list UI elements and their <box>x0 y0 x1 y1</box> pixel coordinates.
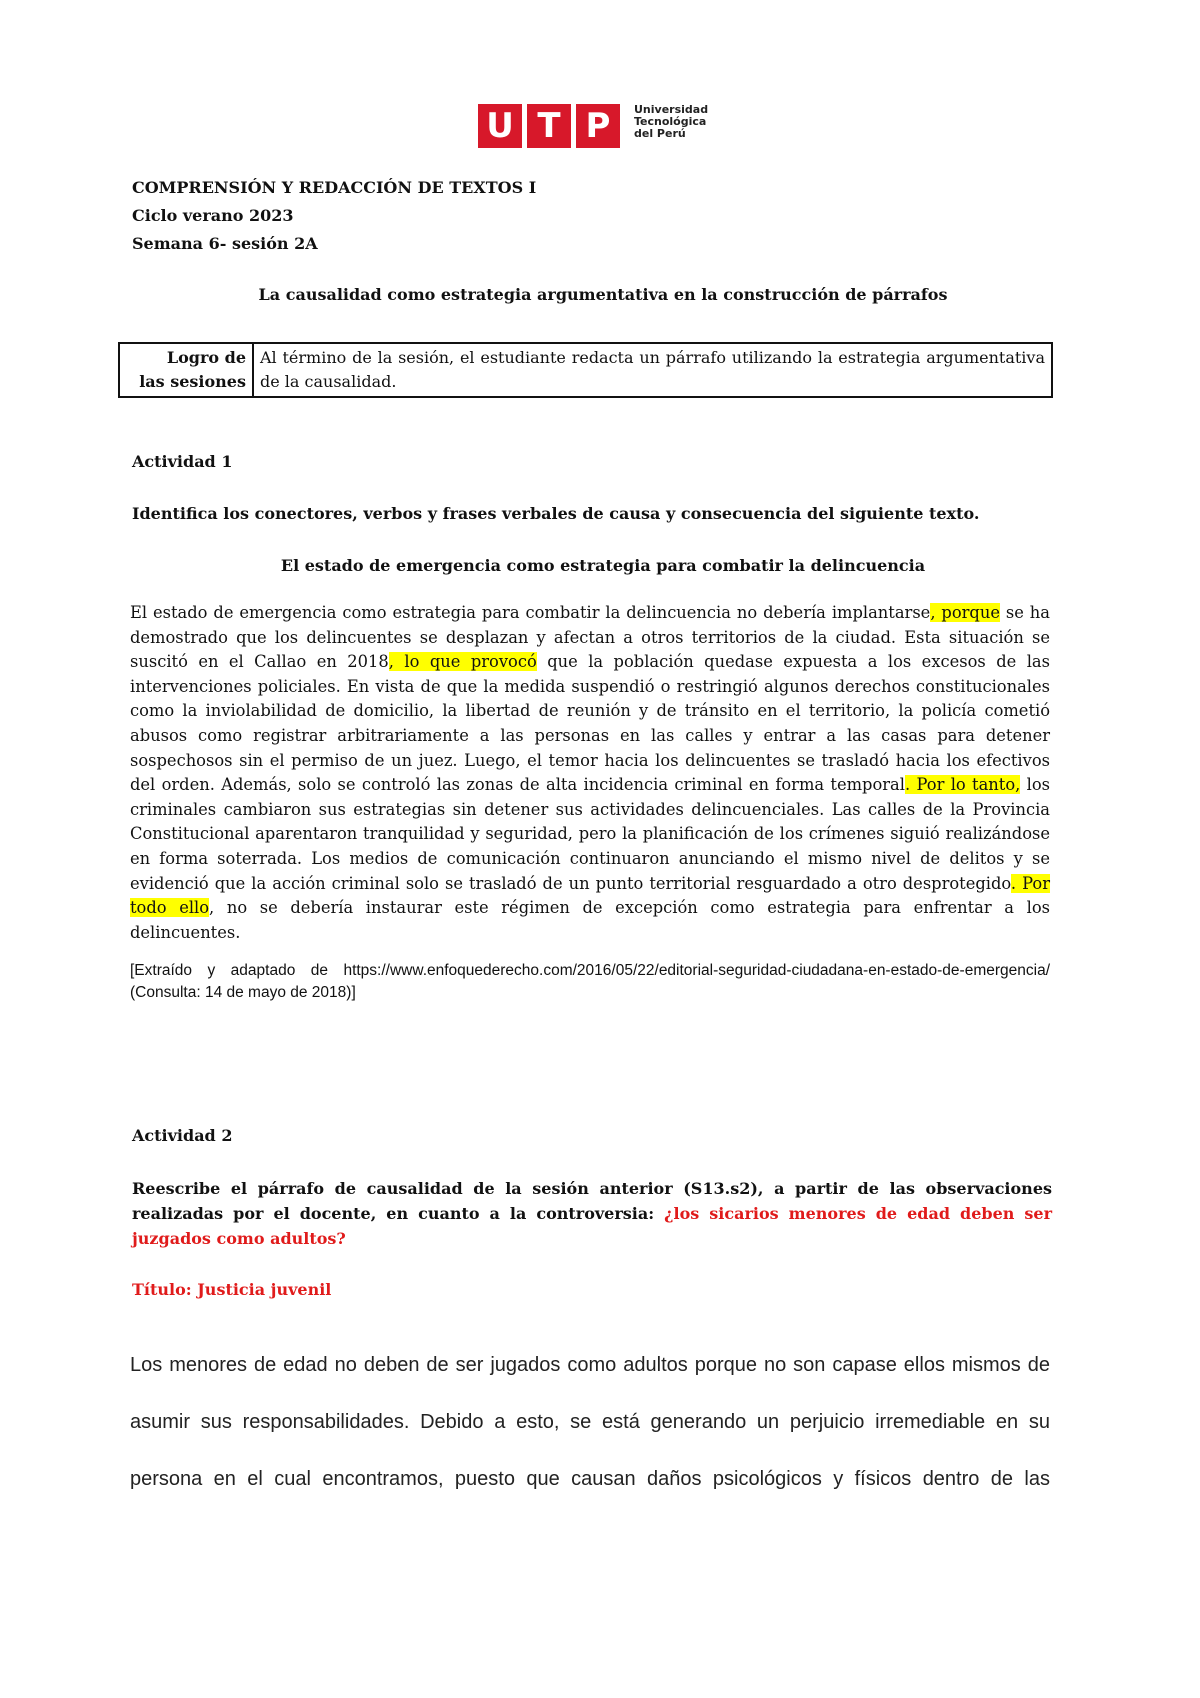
answer-line: asumir sus responsabilidades. Debido a esto, se está generando un perjuicio irremediable en su <box>130 1411 1050 1433</box>
topic-title: La causalidad como estrategia argumentativa en la construcción de párrafos <box>258 285 948 304</box>
logo-text-line: Universidad <box>634 103 709 116</box>
activity2-heading: Actividad 2 <box>132 1126 233 1145</box>
activity1-paragraph <box>130 601 1050 945</box>
paragraph-text: los criminales cambiaron sus estrategias sin detener sus actividades delincuenciales. Las calles de la Provincia Constitucional aparentaron tranquilidad y seguridad, pero la planificación de los crímenes siguió realizándose en forma soterrada. Los medios de comunicación continuaron anunciando el mismo nivel de delitos y se evidenció que la acción criminal solo se trasladó de un punto territorial resguardado a otro desprotegido <box>130 775 1050 893</box>
paragraph-text: que la población quedase expuesta a los excesos de las intervenciones policiales. En vista de que la medida suspendió o restringió algunos derechos constitucionales como la inviolabilidad de domicilio, la libertad de reunión y de tránsito en el territorio, la policía cometió abusos como registrar arbitrariamente a las personas en las calles y entrar a las casas para detener sospechosos sin el permiso de un juez. Luego, el temor hacia los delincuentes se trasladó hacia los efectivos del orden. Además, solo se controló las zonas de alta incidencia criminal en forma temporal <box>130 652 1050 795</box>
answer-title: Título: Justicia juvenil <box>132 1280 332 1299</box>
logro-label-line: las sesiones <box>139 372 246 391</box>
student-answer <box>130 1337 1050 1508</box>
highlighted-connector: . Por lo tanto, <box>904 775 1021 795</box>
paragraph-text: , no se debería instaurar este régimen de excepción como estrategia para enfrentar a los delincuentes. <box>130 898 1050 942</box>
course-name: COMPRENSIÓN Y REDACCIÓN DE TEXTOS I <box>132 178 537 197</box>
answer-line: persona en el cual encontramos, puesto que causan daños psicológicos y físicos dentro de las <box>130 1468 1050 1490</box>
course-week: Semana 6- sesión 2A <box>132 234 318 253</box>
controversy-question: ¿los sicarios menores de edad deben ser juzgados como adultos? <box>132 1204 1052 1248</box>
highlighted-connector: , porque <box>930 603 1000 622</box>
logo-university-name <box>634 104 708 140</box>
logo-letter-t: T <box>527 104 571 148</box>
instruction-text: Reescribe el párrafo de causalidad de la sesión anterior (S13.s2), a partir de las observaciones realizadas por el docente, en cuanto a la controversia: <box>132 1179 1052 1223</box>
highlighted-connector: . Por <box>1010 873 1050 893</box>
logo-text-line: Tecnológica <box>634 115 707 128</box>
logo-letter-p: P <box>576 104 620 148</box>
activity1-heading: Actividad 1 <box>132 452 233 471</box>
source-citation: [Extraído y adaptado de https://www.enfoquederecho.com/2016/05/22/editorial-seguridad-ciudadana-en-estado-de-emergencia/ (Consulta: 14 de mayo de 2018)] <box>130 962 1050 1001</box>
logro-label-line: Logro de <box>166 348 246 367</box>
course-header <box>132 174 536 258</box>
activity1-instruction: Identifica los conectores, verbos y frases verbales de causa y consecuencia del siguiente texto. <box>132 504 980 523</box>
logo-text-line: del Perú <box>634 127 686 140</box>
logro-description: Al término de la sesión, el estudiante redacta un párrafo utilizando la estrategia argumentativa de la causalidad. <box>253 343 1052 397</box>
logo-letter-u: U <box>478 104 522 148</box>
activity1-text-title: El estado de emergencia como estrategia para combatir la delincuencia <box>280 556 926 575</box>
highlighted-connector: todo ello <box>130 898 210 918</box>
logro-label <box>119 343 253 397</box>
utp-logo <box>478 104 708 148</box>
logro-table <box>118 342 1053 398</box>
highlighted-connector: , lo que provocó <box>388 652 537 672</box>
course-cycle: Ciclo verano 2023 <box>132 206 294 225</box>
paragraph-text: El estado de emergencia como estrategia para combatir la delincuencia no debería implantarse <box>130 603 931 622</box>
activity2-instruction <box>132 1176 1052 1251</box>
paragraph-text: se ha demostrado que los delincuentes se desplazan y afectan a otros territorios de la ciudad. Esta situación se suscitó en el Callao en 2018 <box>130 603 1050 672</box>
answer-line: Los menores de edad no deben de ser jugados como adultos porque no son capase ellos mismos de <box>130 1354 1050 1376</box>
